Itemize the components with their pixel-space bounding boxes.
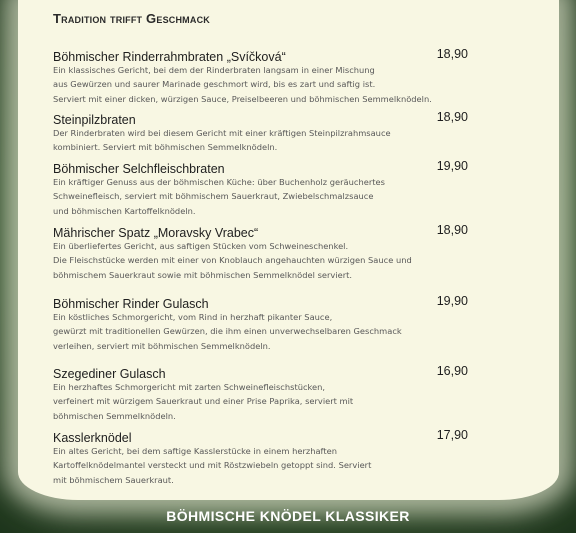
description-line: verfeinert mit würzigem Sauerkraut und einer Prise Paprika, serviert mit	[53, 396, 354, 407]
menu-item-description	[53, 175, 493, 218]
menu-item	[53, 109, 473, 155]
description-line: Ein altes Gericht, bei dem saftige Kasslerstücke in einem herzhaften	[53, 446, 337, 456]
menu-item	[53, 363, 473, 423]
section-title: Tradition trifft Geschmack	[53, 11, 210, 26]
description-line: Der Rinderbraten wird bei diesem Gericht mit einer kräftigen Steinpilzrahmsauce	[53, 128, 391, 138]
description-line: verleihen, serviert mit böhmischen Semmelknödeln.	[53, 340, 271, 351]
description-line: Schweinefleisch, serviert mit böhmischem Sauerkraut, Zwiebelschmalzsauce	[53, 191, 374, 202]
menu-item	[53, 158, 473, 218]
description-line: gewürzt mit traditionellen Gewürzen, die ihm einen unverwechselbaren Geschmack	[53, 326, 402, 337]
menu-item-header	[53, 222, 473, 238]
description-line: Ein überliefertes Gericht, aus saftigen Stücken vom Schweineschenkel.	[53, 241, 349, 251]
description-line: aus Gewürzen und saurer Marinade geschmort wird, bis es zart und saftig ist.	[53, 79, 376, 90]
description-line: mit böhmischem Sauerkraut.	[53, 474, 174, 485]
menu-item-description	[53, 310, 493, 353]
menu-item-name: Böhmischer Rinderrahmbraten „Svíčková“	[53, 50, 286, 64]
description-line: böhmischen Semmelknödeln.	[53, 410, 176, 421]
description-line: kombiniert. Serviert mit böhmischen Semmelknödeln.	[53, 142, 278, 153]
menu-item-name: Böhmischer Selchfleischbraten	[53, 162, 225, 176]
menu-item-header	[53, 109, 473, 125]
menu-item-price: 17,90	[436, 428, 468, 442]
menu-item-name: Steinpilzbraten	[53, 113, 136, 127]
menu-item-description	[53, 63, 493, 106]
menu-item	[53, 293, 473, 353]
description-line: Kartoffelknödelmantel versteckt und mit Röstzwiebeln getoppt sind. Serviert	[53, 460, 372, 471]
menu-item-price: 19,90	[436, 294, 468, 308]
menu-item	[53, 46, 473, 106]
menu-item-price: 18,90	[436, 47, 468, 61]
description-line: Ein herzhaftes Schmorgericht mit zarten Schweinefleischstücken,	[53, 382, 326, 392]
menu-item-description	[53, 239, 493, 282]
menu-item-header	[53, 158, 473, 174]
menu-item	[53, 427, 473, 487]
menu-item-description	[53, 126, 493, 155]
description-line: Ein klassisches Gericht, bei dem der Rinderbraten langsam in einer Mischung	[53, 65, 375, 75]
menu-item-header	[53, 293, 473, 309]
menu-item-price: 19,90	[436, 159, 468, 173]
description-line: Serviert mit einer dicken, würzigen Sauce, Preiselbeeren und böhmischen Semmelknödeln.	[53, 93, 432, 104]
menu-item-header	[53, 427, 473, 443]
menu-item	[53, 222, 473, 282]
menu-item-header	[53, 363, 473, 379]
menu-item-name: Böhmischer Rinder Gulasch	[53, 297, 209, 311]
description-line: Die Fleischstücke werden mit einer von Knoblauch angehauchten würzigen Sauce und	[53, 255, 412, 266]
menu-item-name: Mährischer Spatz „Moravsky Vrabec“	[53, 226, 259, 240]
description-line: Ein kräftiger Genuss aus der böhmischen Küche: über Buchenholz geräuchertes	[53, 177, 385, 187]
category-footer-title: BÖHMISCHE KNÖDEL KLASSIKER	[166, 508, 410, 524]
menu-item-header	[53, 46, 473, 62]
description-line: und böhmischen Kartoffelknödeln.	[53, 205, 196, 216]
description-line: Ein köstliches Schmorgericht, vom Rind in herzhaft pikanter Sauce,	[53, 312, 333, 322]
description-line: böhmischem Sauerkraut sowie mit böhmischen Semmelknödel serviert.	[53, 269, 353, 280]
menu-item-price: 18,90	[436, 223, 468, 237]
menu-item-price: 18,90	[436, 110, 468, 124]
menu-item-price: 16,90	[436, 364, 468, 378]
menu-item-description	[53, 444, 493, 487]
menu-item-name: Szegediner Gulasch	[53, 367, 166, 381]
menu-item-description	[53, 380, 493, 423]
menu-item-name: Kasslerknödel	[53, 431, 132, 445]
